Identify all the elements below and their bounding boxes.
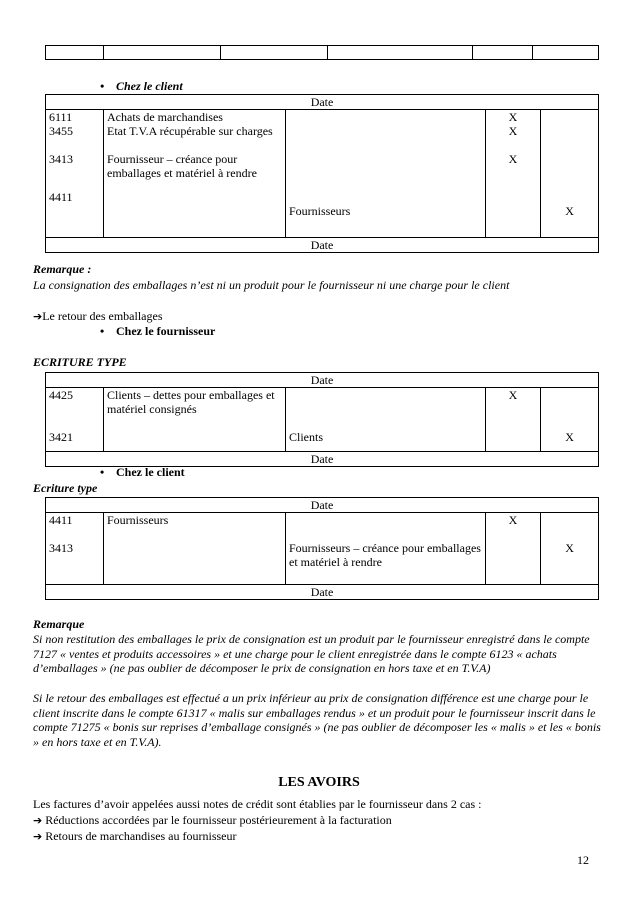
avoirs-intro: Les factures d’avoir appelées aussi notes de crédit sont établies par le fournisseur dans 2 cas : <box>33 797 482 811</box>
client-heading-label: Chez le client <box>116 79 183 93</box>
retour-line <box>33 309 163 324</box>
credit-mark: X <box>565 204 574 218</box>
journal-table-fournisseur <box>45 372 599 467</box>
account-number: 3413 <box>49 541 73 555</box>
date-header: Date <box>46 95 599 110</box>
account-number: 3455 <box>49 124 73 138</box>
debit-mark: X <box>508 152 518 166</box>
credit-labels-col <box>286 513 486 585</box>
top-table <box>45 45 599 60</box>
top-cell <box>328 46 473 60</box>
page-number: 12 <box>577 853 589 867</box>
account-numbers-col <box>46 513 104 585</box>
account-number: 4411 <box>49 190 73 204</box>
list-item-text: Réductions accordées par le fournisseur postérieurement à la facturation <box>45 813 392 827</box>
ecriture-type-title: Ecriture type <box>33 481 98 495</box>
account-label: Clients – dettes pour emballages et matériel consignés <box>107 388 275 416</box>
credit-labels-col <box>286 110 486 238</box>
date-header: Date <box>46 498 599 513</box>
account-label: Fournisseurs <box>107 513 169 527</box>
client-heading-1 <box>100 79 183 93</box>
bullet-icon: • <box>100 465 105 479</box>
client-heading-label: Chez le client <box>116 465 185 479</box>
list-item <box>33 813 392 828</box>
debit-marks-col <box>486 110 541 238</box>
retour-text: Le retour des emballages <box>42 309 163 323</box>
account-label: Fournisseurs – créance pour emballages et matériel à rendre <box>289 541 481 569</box>
top-cell <box>221 46 328 60</box>
account-label: Etat T.V.A récupérable sur charges <box>107 124 273 138</box>
list-item <box>33 829 237 844</box>
client-heading-2 <box>100 465 185 479</box>
date-header: Date <box>46 373 599 388</box>
list-item-text: Retours de marchandises au fournisseur <box>45 829 237 843</box>
arrow-right-icon: ➔ <box>33 830 43 843</box>
bullet-icon: • <box>100 324 105 338</box>
debit-marks-col <box>486 388 541 452</box>
arrow-right-icon: ➔ <box>33 814 43 827</box>
remark-paragraph: Si le retour des emballages est effectué a un prix inférieur au prix de consignation différence est une charge pour le client inscrite dans le compte 61317 « malis sur emballages rendus » et un produit pour le fournisseur inscrit dans le compte 71275 « bonis sur reprises d’emballage consignés » (ne pas oublier de décomposer les « malis » et les « bonis » en hors taxe et en T.V.A). <box>33 691 601 749</box>
arrow-right-icon: ➔ <box>33 310 43 323</box>
debit-mark: X <box>508 124 518 138</box>
credit-marks-col <box>541 388 599 452</box>
account-number: 3413 <box>49 152 73 166</box>
remark-paragraph: Si non restitution des emballages le prix de consignation est un produit par le fournisseur enregistré dans le compte 7127 « ventes et produits accessoires » et une charge pour le client enregistrée dans le compte 6123 « achats d’emballages » (ne pas oublier de décomposer le prix de consignation en hors taxe et en T.V.A) <box>33 632 590 676</box>
bullet-icon: • <box>100 79 105 93</box>
fournisseur-heading-label: Chez le fournisseur <box>116 324 216 338</box>
top-cell <box>104 46 221 60</box>
account-number: 4425 <box>49 388 73 402</box>
debit-mark: X <box>508 513 518 527</box>
date-footer: Date <box>46 585 599 600</box>
account-label: Clients <box>289 430 324 444</box>
account-number: 6111 <box>49 110 73 124</box>
account-number: 4411 <box>49 513 73 527</box>
debit-marks-col <box>486 513 541 585</box>
top-cell <box>46 46 104 60</box>
debit-labels-col <box>104 513 286 585</box>
journal-table-client-2 <box>45 497 599 600</box>
remark-text: La consignation des emballages n’est ni un produit pour le fournisseur ni une charge pour le client <box>33 278 510 292</box>
credit-labels-col <box>286 388 486 452</box>
debit-mark: X <box>508 110 518 124</box>
debit-labels-col <box>104 388 286 452</box>
credit-marks-col <box>541 513 599 585</box>
account-label: Fournisseur – créance pour emballages et matériel à rendre <box>107 152 257 180</box>
top-cell <box>473 46 533 60</box>
account-numbers-col <box>46 388 104 452</box>
ecriture-type-title: ECRITURE TYPE <box>33 355 127 369</box>
account-number: 3421 <box>49 430 73 444</box>
credit-marks-col <box>541 110 599 238</box>
debit-mark: X <box>508 388 518 402</box>
account-label: Fournisseurs <box>289 204 351 218</box>
top-cell <box>533 46 599 60</box>
remark-title: Remarque : <box>33 262 92 276</box>
fournisseur-heading <box>100 324 215 338</box>
section-title: LES AVOIRS <box>278 775 360 790</box>
account-numbers-col <box>46 110 104 238</box>
date-footer: Date <box>46 238 599 253</box>
debit-labels-col <box>104 110 286 238</box>
credit-mark: X <box>565 541 574 555</box>
remark-title: Remarque <box>33 617 85 631</box>
account-label: Achats de marchandises <box>107 110 223 124</box>
date-footer: Date <box>46 452 599 467</box>
credit-mark: X <box>565 430 574 444</box>
journal-table-client-1 <box>45 94 599 253</box>
